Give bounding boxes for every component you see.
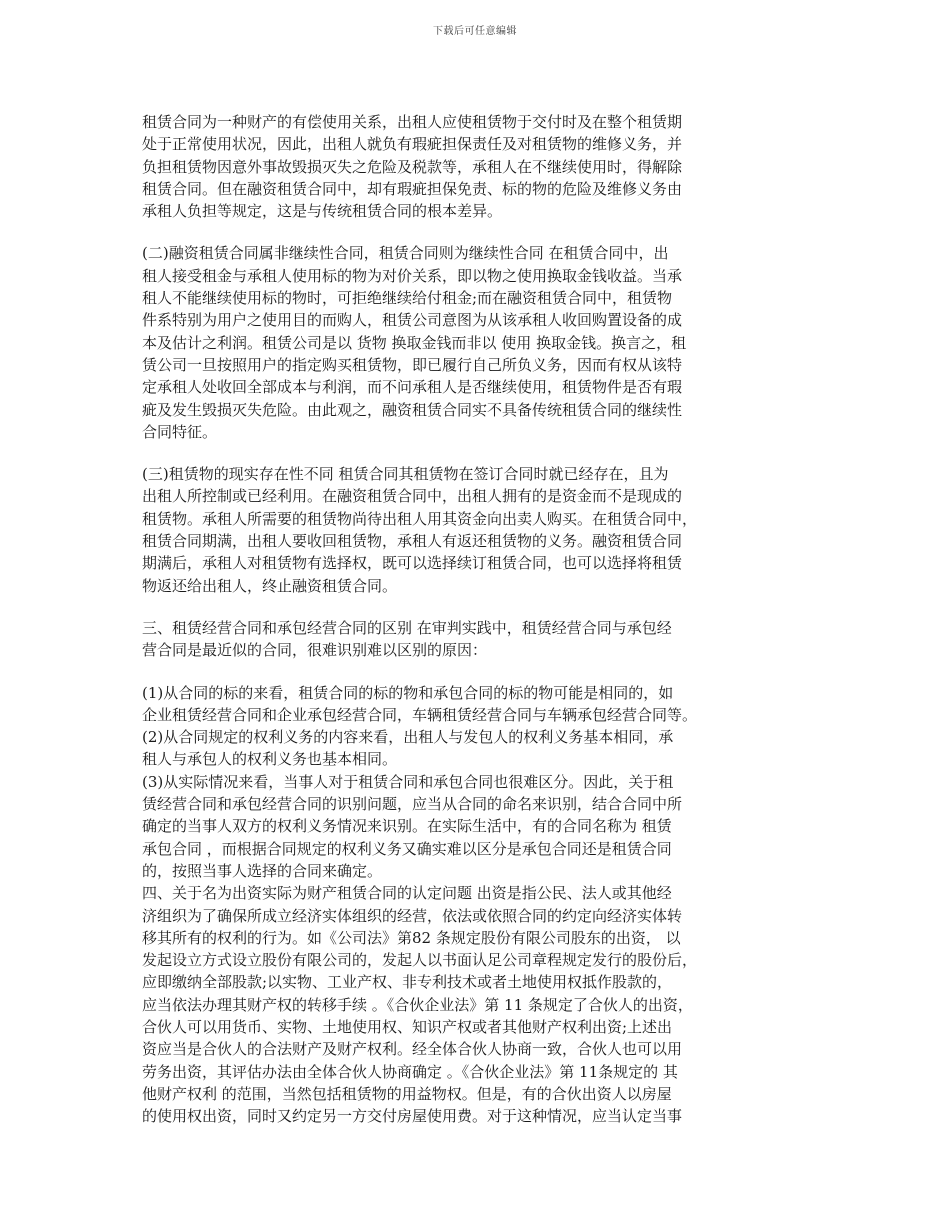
text-line: (2)从合同规定的权利义务的内容来看，出租人与发包人的权利义务基本相同，承 <box>142 728 674 747</box>
paragraph-2 <box>142 242 822 443</box>
text-line: 本及估计之利润。租赁公司是以 货物 换取金钱而非以 使用 换取金钱。换言之，租 <box>142 333 687 352</box>
text-line: 的，按照当事人选择的合同来确定。 <box>142 861 383 880</box>
text-line: 营合同是最近似的合同，很难识别难以区别的原因： <box>142 641 488 660</box>
text-line: 三、租赁经营合同和承包经营合同的区别 在审判实践中，租赁经营合同与承包经 <box>142 618 672 637</box>
text-line: (3)从实际情况来看，当事人对于租赁合同和承包合同也很难区分。因此，关于租 <box>142 772 674 791</box>
paragraph-4 <box>142 617 822 662</box>
text-line: 赁公司一旦按照用户的指定购买租赁物，即已履行自己所负义务，因而有权从该特 <box>142 355 683 374</box>
text-line: 出租人所控制或已经利用。在融资租赁合同中，出租人拥有的是资金而不是现成的 <box>142 487 683 506</box>
text-line: 租人与承包人的权利义务也基本相同。 <box>142 750 398 769</box>
paragraph-spacer <box>142 662 822 682</box>
text-line: 合伙人可以用货币、实物、土地使用权、知识产权或者其他财产权利出资;上述出 <box>142 1017 673 1036</box>
text-line: 合同特征。 <box>142 422 218 441</box>
text-line: 发起设立方式设立股份有限公司的，发起人以书面认足公司章程规定发行的股份后， <box>142 951 698 970</box>
document-body <box>142 111 822 1127</box>
text-line: 期满后，承租人对租赁物有选择权，既可以选择续订租赁合同，也可以选择将租赁 <box>142 554 683 573</box>
text-line: 租人接受租金与承租人使用标的物为对价关系，即以物之使用换取金钱收益。当承 <box>142 266 683 285</box>
text-line: 承包合同 ，而根据合同规定的权利义务又确实难以区分是承包合同还是租赁合同 <box>142 839 672 858</box>
text-line: 物返还给出租人，终止融资租赁合同。 <box>142 576 398 595</box>
text-line: 的使用权出资，同时又约定另一方交付房屋使用费。对于这种情况，应当认定当事 <box>142 1107 683 1126</box>
text-line: 资应当是合伙人的合法财产及财产权利。经全体合伙人协商一致，合伙人也可以用 <box>142 1040 683 1059</box>
text-line: 移其所有的权利的行为。如《公司法》第82 条规定股份有限公司股东的出资， 以 <box>142 928 681 947</box>
text-line: 租赁合同。但在融资租赁合同中，却有瑕疵担保免责、标的物的危险及维修义务由 <box>142 179 683 198</box>
text-line: 确定的当事人双方的权利义务情况来识别。在实际生活中，有的合同名称为 租赁 <box>142 817 672 836</box>
text-line: 定承租人处收回全部成本与利润，而不问承租人是否继续使用，租赁物件是否有瑕 <box>142 378 683 397</box>
text-line: 济组织为了确保所成立经济实体组织的经营，依法或依照合同的约定向经济实体转 <box>142 906 683 925</box>
text-line: (1)从合同的标的来看，租赁合同的标的物和承包合同的标的物可能是相同的，如 <box>142 683 674 702</box>
text-line: 四、关于名为出资实际为财产租赁合同的认定问题 出资是指公民、法人或其他经 <box>142 884 672 903</box>
paragraph-3 <box>142 463 822 597</box>
text-line: 负担租赁物因意外事故毁损灭失之危险及税款等，承租人在不继续使用时，得解除 <box>142 157 683 176</box>
paragraph-spacer <box>142 597 822 617</box>
text-line: 租人不能继续使用标的物时，可拒绝继续给付租金;而在融资租赁合同中，租赁物 <box>142 289 673 308</box>
text-line: 租赁合同为一种财产的有偿使用关系，出租人应使租赁物于交付时及在整个租赁期 <box>142 113 683 131</box>
text-line: 租赁合同期满，出租人要收回租赁物，承租人有返还租赁物的义务。融资租赁合同 <box>142 532 683 551</box>
paragraph-spacer <box>142 443 822 463</box>
text-line: (三)租赁物的现实存在性不同 租赁合同其租赁物在签订合同时就已经存在，且为 <box>142 465 669 484</box>
text-line: 租赁物。承租人所需要的租赁物尚待出租人用其资金向出卖人购买。在租赁合同中， <box>142 509 698 528</box>
page-header: 下载后可任意编辑 <box>433 26 517 37</box>
text-line: 赁经营合同和承包经营合同的识别问题，应当从合同的命名来识别，结合合同中所 <box>142 795 683 814</box>
text-line: 件系特别为用户之使用目的而购人，租赁公司意图为从该承租人收回购置设备的成 <box>142 311 683 330</box>
text-line: 企业租赁经营合同和企业承包经营合同，车辆租赁经营合同与车辆承包经营合同等。 <box>142 705 698 724</box>
text-line: 处于正常使用状况，因此，出租人就负有瑕疵担保责任及对租赁物的维修义务，并 <box>142 135 683 154</box>
text-line: (二)融资租赁合同属非继续性合同，租赁合同则为继续性合同 在租赁合同中，出 <box>142 244 669 263</box>
text-line: 劳务出资，其评估办法由全体合伙人协商确定 。《合伙企业法》第 11条规定的 其 <box>142 1062 678 1081</box>
paragraph-1 <box>142 111 822 222</box>
text-line: 他财产权利 的范围，当然包括租赁物的用益物权。但是，有的合伙出资人以房屋 <box>142 1084 672 1103</box>
text-line: 疵及发生毁损灭失危险。由此观之，融资租赁合同实不具备传统租赁合同的继续性 <box>142 400 683 419</box>
paragraph-spacer <box>142 222 822 242</box>
paragraph-5 <box>142 682 822 1128</box>
text-line: 承租人负担等规定，这是与传统租赁合同的根本差异。 <box>142 202 503 221</box>
text-line: 应即缴纳全部股款;以实物、工业产权、非专利技术或者土地使用权抵作股款的， <box>142 973 673 992</box>
text-line: 应当依法办理其财产权的转移手续 。《合伙企业法》第 11 条规定了合伙人的出资， <box>142 995 693 1014</box>
